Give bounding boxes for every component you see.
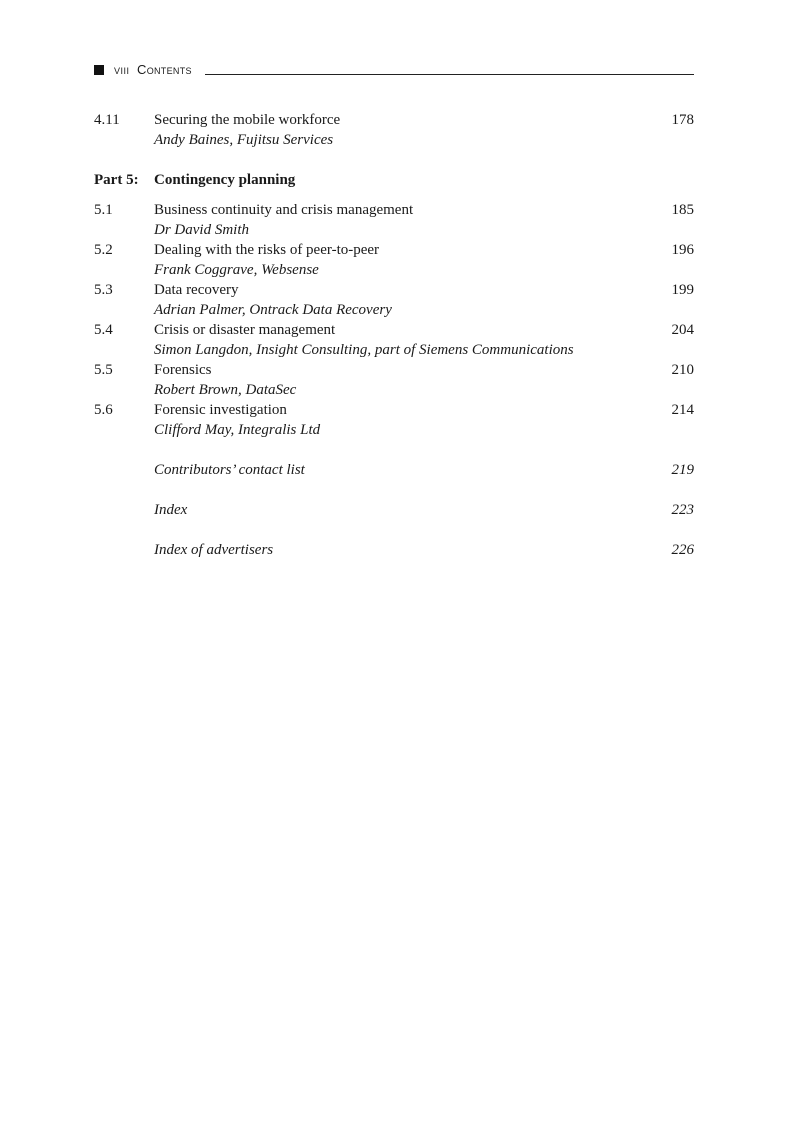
toc-author-5-4 [94, 340, 694, 360]
chapter-title: Forensics [154, 362, 212, 378]
chapter-number: 5.3 [94, 282, 113, 298]
chapter-number: 5.2 [94, 242, 113, 258]
page-number: 178 [671, 112, 694, 128]
back-matter-title: Index [154, 502, 188, 518]
chapter-author: Frank Coggrave, Websense [154, 262, 319, 278]
chapter-author: Clifford May, Integralis Ltd [154, 422, 321, 438]
running-head-rule [205, 74, 694, 75]
running-head [94, 62, 694, 78]
chapter-title: Business continuity and crisis management [154, 202, 414, 218]
chapter-author: Robert Brown, DataSec [154, 382, 297, 398]
chapter-number: 5.1 [94, 202, 113, 218]
chapter-title: Forensic investigation [154, 402, 287, 418]
toc-index [94, 500, 694, 520]
page-number: 185 [671, 202, 694, 218]
square-bullet-icon [94, 65, 104, 75]
chapter-author: Andy Baines, Fujitsu Services [154, 132, 334, 148]
toc-entry-5-4 [94, 320, 694, 340]
chapter-title: Securing the mobile workforce [154, 112, 341, 128]
toc-author-4-11 [94, 130, 694, 150]
toc-entry-5-5 [94, 360, 694, 380]
toc-author-5-5 [94, 380, 694, 400]
table-of-contents [94, 110, 694, 560]
toc-author-5-6 [94, 420, 694, 440]
part-heading [94, 170, 694, 190]
page-number: 214 [671, 402, 694, 418]
chapter-number: 5.6 [94, 402, 113, 418]
toc-author-5-3 [94, 300, 694, 320]
toc-index-of-advertisers [94, 540, 694, 560]
toc-author-5-1 [94, 220, 694, 240]
page-folio: VIII [114, 66, 130, 76]
toc-entry-5-3 [94, 280, 694, 300]
chapter-title: Dealing with the risks of peer-to-peer [154, 242, 380, 258]
page-number: 204 [671, 322, 694, 338]
chapter-author: Simon Langdon, Insight Consulting, part of Siemens Communications [154, 342, 574, 358]
chapter-number: 4.11 [94, 112, 120, 128]
toc-entry-5-6 [94, 400, 694, 420]
page-number: 223 [671, 502, 694, 518]
page-number: 196 [671, 242, 694, 258]
toc-entry-5-1 [94, 200, 694, 220]
running-head-title: Contents [137, 62, 192, 77]
toc-author-5-2 [94, 260, 694, 280]
chapter-number: 5.4 [94, 322, 113, 338]
back-matter-title: Index of advertisers [154, 542, 274, 558]
toc-contributors-list [94, 460, 694, 480]
chapter-author: Adrian Palmer, Ontrack Data Recovery [154, 302, 392, 318]
part-title: Contingency planning [154, 172, 296, 188]
toc-entry-5-2 [94, 240, 694, 260]
part-label: Part 5: [94, 172, 139, 188]
page-number: 199 [671, 282, 694, 298]
toc-entry-4-11 [94, 110, 694, 130]
chapter-title: Crisis or disaster management [154, 322, 336, 338]
page-number: 226 [671, 542, 694, 558]
page-number: 219 [671, 462, 694, 478]
chapter-author: Dr David Smith [154, 222, 249, 238]
page-number: 210 [671, 362, 694, 378]
chapter-title: Data recovery [154, 282, 239, 298]
back-matter-title: Contributors’ contact list [154, 462, 305, 478]
chapter-number: 5.5 [94, 362, 113, 378]
